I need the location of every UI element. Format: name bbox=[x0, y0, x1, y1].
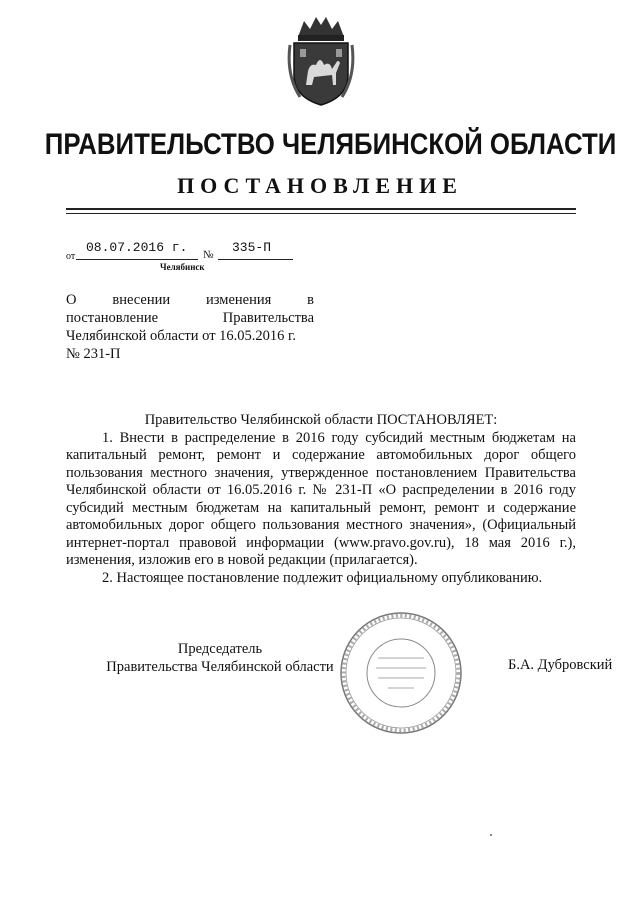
chelyabinsk-coat-of-arms-icon bbox=[286, 15, 356, 107]
subject-line: № 231-П bbox=[66, 346, 121, 362]
subject-line: постановление Правительства bbox=[66, 310, 314, 326]
document-body bbox=[66, 412, 576, 587]
subject-line: Челябинской области от 16.05.2016 г. bbox=[66, 328, 296, 344]
document-date: 08.07.2016 г. bbox=[86, 240, 188, 255]
document-number: 335-П bbox=[232, 240, 272, 255]
header-rule bbox=[66, 208, 576, 210]
org-title: ПРАВИТЕЛЬСТВО ЧЕЛЯБИНСКОЙ ОБЛАСТИ bbox=[44, 128, 617, 161]
paragraph-1: 1. Внести в распределение в 2016 году субсидий местным бюджетам на капитальный ремонт, ремонт и содержание автомобильных дорог общего пользования местного значения, утвержденное постановлением Правительства Челябинской области от 16.05.2016 г. № 231-П «О распределении в 2016 году субсидий местным бюджетам на капитальный ремонт, ремонт и содержание автомобильных дорог общего пользования местного значения», (Официальный интернет-портал правовой информации (www.pravo.gov.ru), 18 мая 2016 г.), изменения, изложив его в новой редакции (прилагается). bbox=[66, 429, 576, 568]
signer-name: Б.А. Дубровский bbox=[508, 657, 613, 673]
signer-title-line: Правительства Челябинской области bbox=[106, 659, 334, 675]
preamble: Правительство Челябинской области ПОСТАНОВЛЯЕТ: bbox=[144, 412, 498, 428]
number-underline bbox=[218, 259, 293, 260]
city-label: Челябинск bbox=[160, 262, 205, 272]
signer-title bbox=[100, 640, 340, 676]
paragraph-2: 2. Настоящее постановление подлежит официальному опубликованию. bbox=[102, 569, 543, 586]
number-prefix: № bbox=[203, 249, 214, 261]
header-rule-thin bbox=[66, 213, 576, 214]
date-prefix: от bbox=[66, 251, 76, 262]
subject-line: О внесении изменения в bbox=[66, 292, 314, 308]
scan-speck bbox=[490, 834, 492, 836]
date-underline bbox=[76, 259, 198, 260]
official-round-seal-icon bbox=[338, 610, 464, 736]
signer-title-line: Председатель bbox=[177, 641, 263, 657]
document-subject bbox=[66, 291, 314, 363]
document-type-title: ПОСТАНОВЛЕНИЕ bbox=[177, 173, 463, 198]
